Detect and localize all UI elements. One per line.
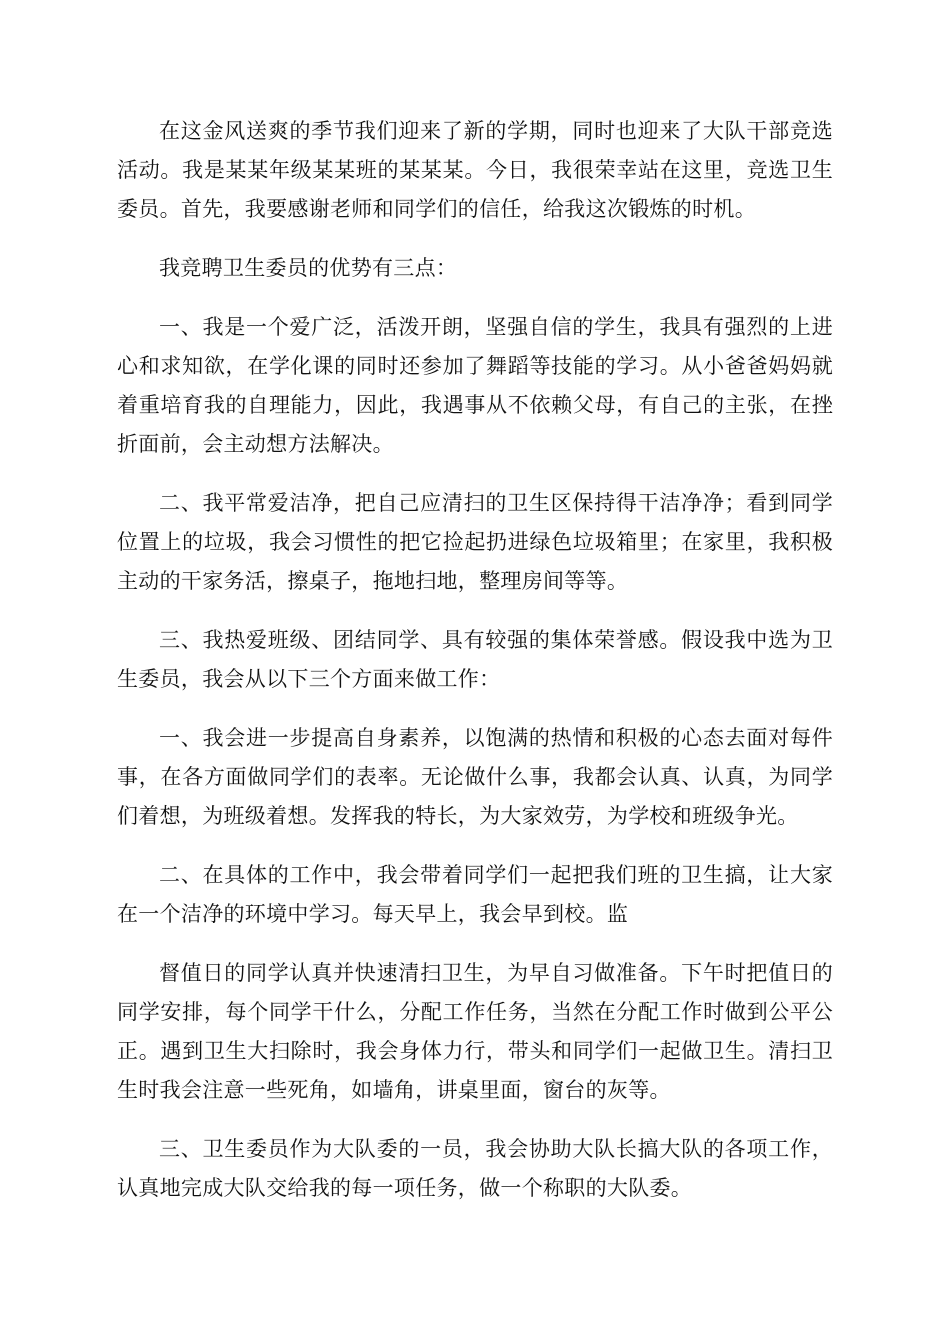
paragraph-advantage-3: 三、我热爱班级、团结同学、具有较强的集体荣誉感。假设我中选为卫生委员，我会从以下三个方面来做工作： xyxy=(117,628,833,691)
paragraph-intro: 在这金风送爽的季节我们迎来了新的学期，同时也迎来了大队干部竞选活动。我是某某年级某某班的某某某。今日，我很荣幸站在这里，竞选卫生委员。首先，我要感谢老师和同学们的信任，给我这次锻炼的时机。 xyxy=(117,119,833,221)
document-body xyxy=(117,112,833,1228)
paragraph-plan-1: 一、我会进一步提高自身素养，以饱满的热情和积极的心态去面对每件事，在各方面做同学们的表率。无论做什么事，我都会认真、认真，为同学们着想，为班级着想。发挥我的特长，为大家效劳，为学校和班级争光。 xyxy=(117,726,833,828)
paragraph-advantages-heading: 我竞聘卫生委员的优势有三点： xyxy=(159,256,458,280)
paragraph-plan-3: 三、卫生委员作为大队委的一员，我会协助大队长搞大队的各项工作，认真地完成大队交给我的每一项任务，做一个称职的大队委。 xyxy=(117,1137,833,1200)
paragraph-plan-2-continued: 督值日的同学认真并快速清扫卫生，为早自习做准备。下午时把值日的同学安排，每个同学干什么，分配工作任务，当然在分配工作时做到公平公正。遇到卫生大扫除时，我会身体力行，带头和同学们一起做卫生。清扫卫生时我会注意一些死角，如墙角，讲桌里面，窗台的灰等。 xyxy=(117,961,833,1102)
paragraph-plan-2: 二、在具体的工作中，我会带着同学们一起把我们班的卫生搞，让大家在一个洁净的环境中学习。每天早上，我会早到校。监 xyxy=(117,863,833,926)
paragraph-advantage-2: 二、我平常爱洁净，把自己应清扫的卫生区保持得干洁净净；看到同学位置上的垃圾，我会习惯性的把它捡起扔进绿色垃圾箱里；在家里，我积极主动的干家务活，擦桌子，拖地扫地，整理房间等等。 xyxy=(117,491,833,593)
paragraph-advantage-1: 一、我是一个爱广泛，活泼开朗，坚强自信的学生，我具有强烈的上进心和求知欲，在学化课的同时还参加了舞蹈等技能的学习。从小爸爸妈妈就着重培育我的自理能力，因此，我遇事从不依赖父母，有自己的主张，在挫折面前，会主动想方法解决。 xyxy=(117,315,833,456)
